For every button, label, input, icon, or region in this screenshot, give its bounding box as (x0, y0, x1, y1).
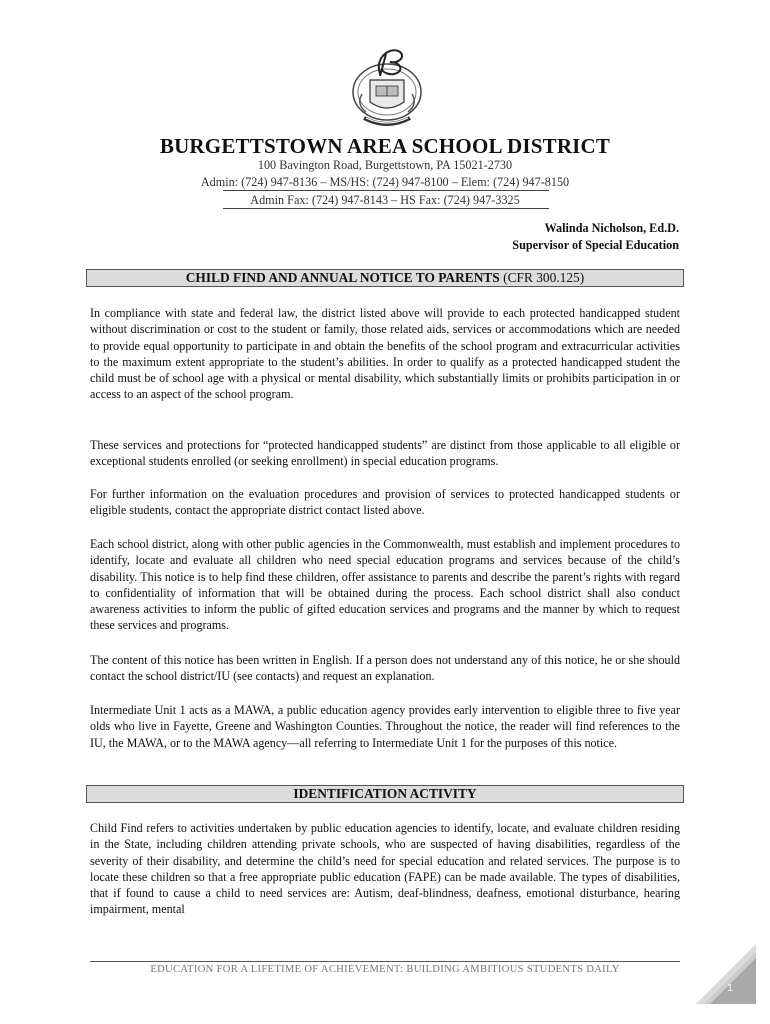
footer-motto: EDUCATION FOR A LIFETIME OF ACHIEVEMENT: BUILDING AMBITIOUS STUDENTS DAILY (150, 964, 620, 975)
paragraph: In compliance with state and federal law, the district listed above will provide to each protected handicapped student without discrimination or cost to the student or family, those related aids, services or accommodations which are needed to provide equal opportunity to participate in and obtain the benefits of the school program and extracurricular activities to the maximum extent appropriate to the student’s abilities. In order to qualify as a protected handicapped student the child must be of school age with a physical or mental disability, which substantially limits or prohibits participation in or access to an aspect of the school program. (90, 306, 680, 402)
signer-title: Supervisor of Special Education (512, 238, 679, 252)
page-number: 1 (727, 983, 733, 994)
section-heading-identification: IDENTIFICATION ACTIVITY (86, 785, 684, 803)
district-fax: Admin Fax: (724) 947-8143 – HS Fax: (724) 947-3325 (250, 193, 520, 207)
district-name: BURGETTSTOWN AREA SCHOOL DISTRICT (159, 134, 611, 158)
school-crest-icon (340, 44, 434, 138)
paragraph: These services and protections for “protected handicapped students” are distinct from those applicable to all eligible or exceptional students enrolled (or seeking enrollment) in special education programs. (90, 438, 680, 469)
district-address: 100 Bavington Road, Burgettstown, PA 15021-2730 (257, 158, 513, 172)
paragraph: The content of this notice has been written in English. If a person does not understand any of this notice, he or she should contact the school district/IU (see contacts) and request an explanation. (90, 653, 680, 684)
footer-divider (90, 961, 680, 962)
section-heading-citation: (CFR 300.125) (499, 270, 585, 285)
header-divider (223, 208, 549, 209)
district-phones: Admin: (724) 947-8136 – MS/HS: (724) 947-8100 – Elem: (724) 947-8150 (200, 175, 570, 189)
section-heading-child-find (86, 269, 684, 287)
header-divider (223, 190, 549, 191)
page-curl-icon (696, 944, 756, 1004)
paragraph: For further information on the evaluation procedures and provision of services to protected handicapped students or eligible students, contact the appropriate district contact listed above. (90, 487, 680, 518)
paragraph: Child Find refers to activities undertaken by public education agencies to identify, locate, and evaluate children residing in the State, including children attending private schools, who are suspected of having disabilities, regardless of the severity of their disability, and determine the child’s need for special education and related services. The purpose is to locate these children so that a free appropriate public education (FAPE) can be made available. The types of disabilities, that if found to cause a child to need services are: Autism, deaf-blindness, deafness, emotional disturbance, hearing impairment, mental (90, 821, 680, 917)
signer-name: Walinda Nicholson, Ed.D. (544, 221, 679, 235)
paragraph: Each school district, along with other public agencies in the Commonwealth, must establish and implement procedures to identify, locate and evaluate all children who need special education programs and services because of the child’s disability. This notice is to help find these children, offer assistance to parents and describe the parent’s rights with regard to confidentiality of information that will be obtained during the process. Each school district shall also conduct awareness activities to inform the public of gifted education services and programs and the manner by which to request these services and programs. (90, 537, 680, 633)
paragraph: Intermediate Unit 1 acts as a MAWA, a public education agency provides early intervention to eligible three to five year olds who live in Fayette, Greene and Washington Counties. Throughout the notice, the reader will find references to the IU, the MAWA, or to the MAWA agency—all referring to Intermediate Unit 1 for the purposes of this notice. (90, 703, 680, 750)
section-heading-title: CHILD FIND AND ANNUAL NOTICE TO PARENTS (185, 270, 500, 285)
